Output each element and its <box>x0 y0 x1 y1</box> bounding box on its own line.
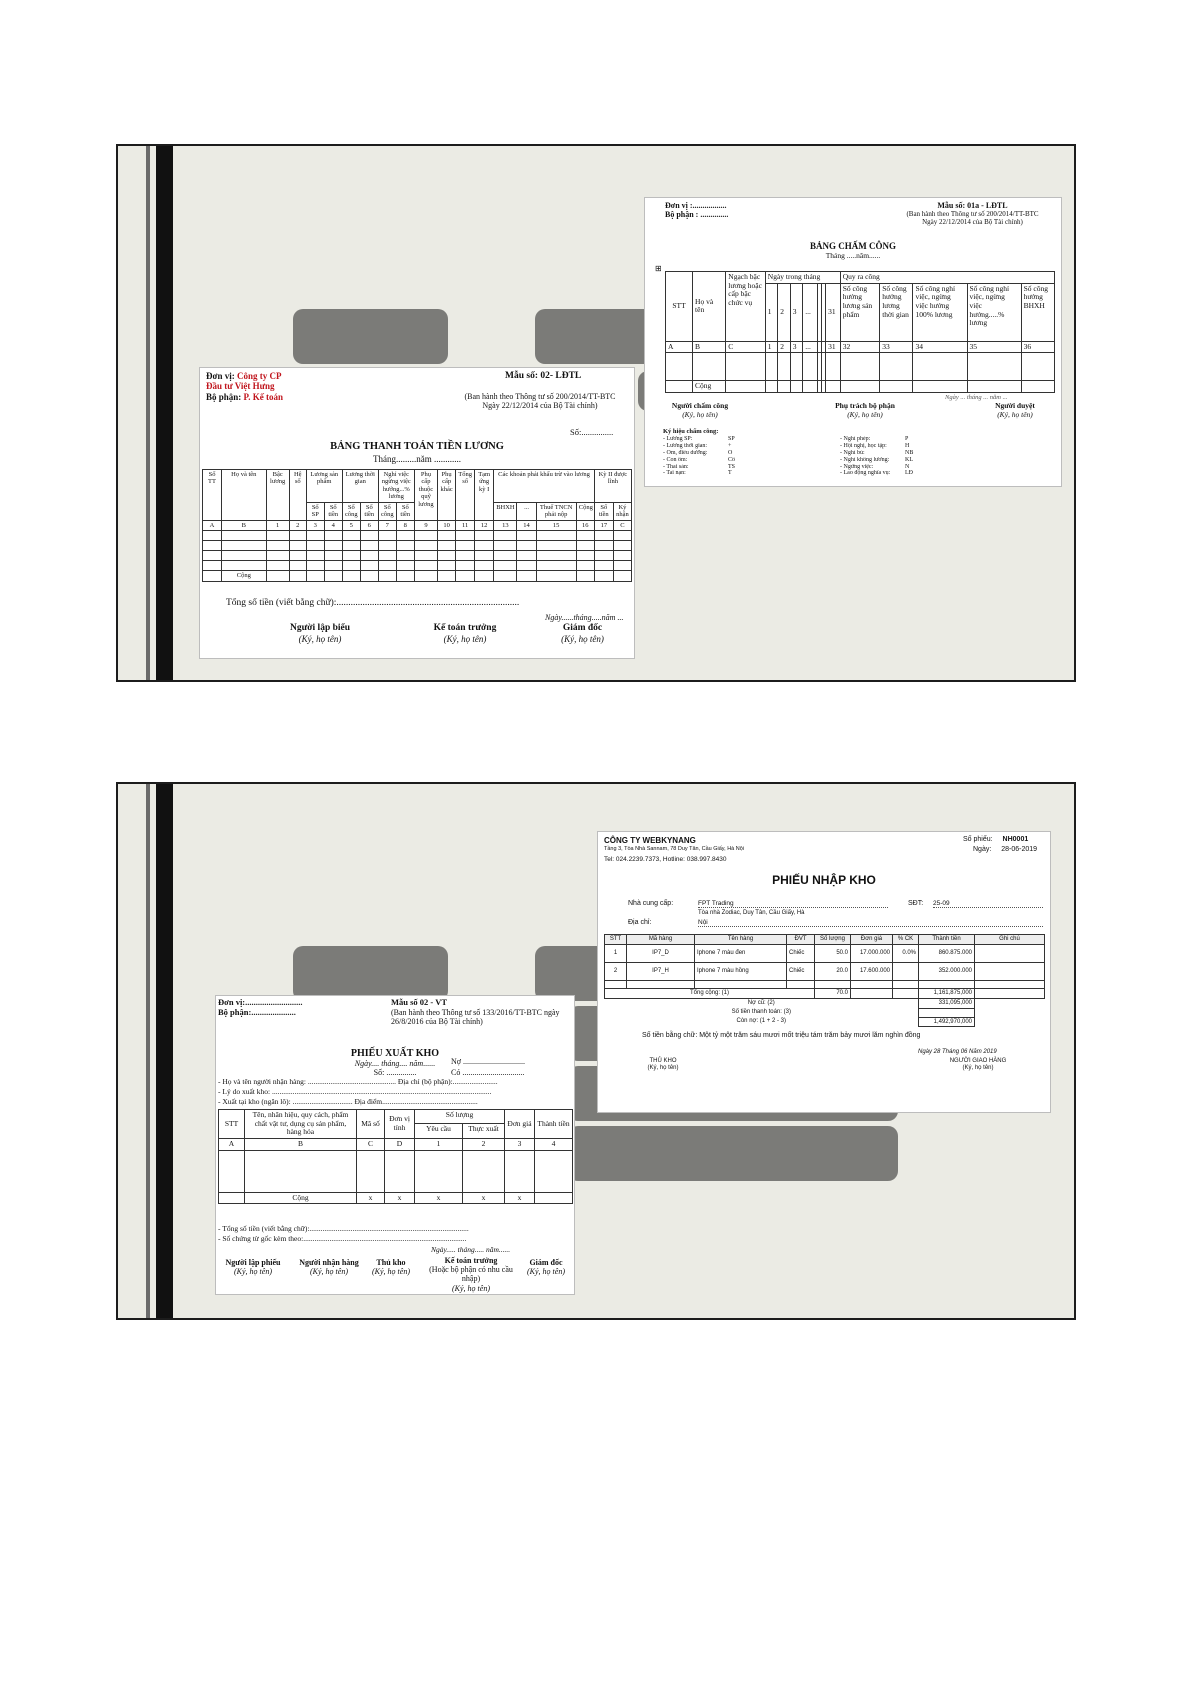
sub-so-tien-2: Số tiền <box>360 502 378 520</box>
code-cell: A <box>203 520 222 530</box>
code-cell: 4 <box>535 1138 573 1150</box>
total-x: x <box>505 1192 535 1204</box>
issued-date: Ngày 22/12/2014 của Bộ Tài chính) <box>482 401 598 411</box>
col-ck: % CK <box>893 935 919 945</box>
col-so-luong: Số lượng <box>815 935 851 945</box>
cell-dvt: Chiếc <box>787 962 815 980</box>
cell-so-luong: 50.0 <box>815 944 851 962</box>
sig-thu-kho <box>628 1058 698 1072</box>
code-cell: C <box>613 520 631 530</box>
sig-note: (Ký, họ tên) <box>443 633 487 644</box>
col-don-gia: Đơn giá <box>505 1110 535 1139</box>
code-cell: 1 <box>765 341 777 353</box>
cell-stt: 1 <box>605 944 627 962</box>
empty-row <box>605 980 1045 988</box>
legend-code: Ô <box>728 449 733 456</box>
cell-don-gia: 17.000.000 <box>851 944 893 962</box>
day-31: 31 <box>826 283 841 341</box>
issued-by: (Ban hành theo Thông tư số 133/2016/TT-BTC ngày 26/8/2016 của Bộ Tài chính) <box>391 1007 560 1026</box>
form-bang-thanh-toan-tien-luong <box>200 368 634 658</box>
supplier-value: FPT Trading <box>698 900 888 908</box>
legend-label: - Lao động nghĩa vụ: <box>840 470 891 477</box>
legend-code: TS <box>728 463 736 470</box>
col-tg: Số công hưởng lương thời gian <box>880 283 913 341</box>
code-cell: 2 <box>463 1138 505 1150</box>
sub-yeu-cau: Yêu cầu <box>415 1124 463 1138</box>
cell-ck <box>893 962 919 980</box>
sub-thuc-xuat: Thực xuất <box>463 1124 505 1138</box>
col-tong-so: Tổng số <box>456 470 475 521</box>
code-cell: 7 <box>378 520 396 530</box>
accent-bar-thick <box>156 784 173 1318</box>
sig-note: (Ký, họ tên) <box>682 409 718 419</box>
code-cell: 1 <box>266 520 289 530</box>
legend-label: - Con ốm: <box>663 456 688 463</box>
placeholder-box-1 <box>293 946 448 1001</box>
sig-role: NGƯỜI GIAO HÀNG <box>949 1058 1007 1064</box>
amount-in-words: Số tiền bằng chữ: Một tỷ một trăm sáu mươi mốt triệu tám trăm bảy mươi lăm nghìn đồng <box>642 1032 921 1039</box>
cell-ten-hang: Iphone 7 màu hồng <box>695 962 787 980</box>
cell-stt: 2 <box>605 962 627 980</box>
remain-value: 1,492,970,000 <box>919 1017 975 1027</box>
code-cell: 35 <box>967 341 1021 353</box>
so-phieu-label: Số phiếu: <box>963 836 993 843</box>
sig-3 <box>366 1258 416 1276</box>
docs-line: - Số chứng từ gốc kèm theo:....................................................................................... <box>218 1234 467 1243</box>
accent-bar-thick <box>156 146 173 680</box>
code-cell: 14 <box>517 520 536 530</box>
total-x: x <box>463 1192 505 1204</box>
empty-row <box>203 551 632 561</box>
day-1: 1 <box>765 283 777 341</box>
company-phone: Tel: 024.2239.7373, Hotline: 038.997.8430 <box>604 856 727 863</box>
col-ten-hang: Tên, nhãn hiệu, quy cách, phẩm chất vật tư, dụng cụ sản phẩm, hàng hóa <box>245 1110 357 1139</box>
sign-date: Ngày ... tháng ... năm ... <box>945 394 1008 401</box>
credit-field: Có ............................... <box>451 1068 525 1077</box>
sig-note: (Ký, họ tên) <box>962 1064 994 1071</box>
code-cell: 2 <box>289 520 306 530</box>
cell-dvt: Chiếc <box>787 944 815 962</box>
dept-label: Bộ phận: <box>206 391 242 402</box>
debt-value: 331,095,000 <box>919 998 975 1008</box>
sig-1 <box>218 1258 288 1276</box>
sig-role: Giám đốc <box>529 1258 563 1267</box>
cell-don-gia: 17.600.000 <box>851 962 893 980</box>
cell-ghi-chu <box>975 962 1045 980</box>
form-title: PHIẾU XUẤT KHO <box>350 1048 440 1059</box>
total-amount: 1,161,875,000 <box>919 988 975 998</box>
cell-ghi-chu <box>975 944 1045 962</box>
sig-note: (Ký, họ tên) <box>372 1267 410 1277</box>
code-cell: 1 <box>415 1138 463 1150</box>
sig-note: (Ký, họ tên) <box>310 1267 348 1277</box>
form-number: Mẫu số 02 - VT <box>391 997 448 1007</box>
day-2: 2 <box>778 283 790 341</box>
empty-row <box>219 1150 573 1192</box>
sig-role: Người chấm công <box>671 401 729 410</box>
code-cell: 12 <box>475 520 494 530</box>
sig-2 <box>815 402 915 419</box>
sig-nguoi-giao <box>933 1058 1023 1072</box>
code-cell: 32 <box>840 341 880 353</box>
placeholder-box-1 <box>293 309 448 364</box>
col-name: Họ và tên <box>222 470 266 521</box>
reason-line: - Lý do xuất kho: ..................................................................................................................... <box>218 1087 492 1096</box>
col-thanh-tien: Thành tiền <box>919 935 975 945</box>
so-phieu <box>963 836 1028 844</box>
code-row <box>666 341 1055 353</box>
unit-block <box>218 998 303 1018</box>
form-title: PHIẾU NHẬP KHO <box>772 873 876 887</box>
form-number: Mẫu số: 01a - LĐTL <box>937 201 1008 210</box>
col-stt: STT <box>219 1110 245 1139</box>
paid-row <box>605 1008 1045 1017</box>
form-date: Ngày.... tháng.... năm...... <box>354 1059 436 1068</box>
code-cell: C <box>357 1138 385 1150</box>
cell-ck: 0.0% <box>893 944 919 962</box>
sig-role: Phụ trách bộ phận <box>835 401 895 410</box>
so-phieu-value: NH0001 <box>1002 836 1029 843</box>
empty-row <box>666 353 1055 381</box>
sig-role: THỦ KHO <box>649 1058 677 1064</box>
sub-so-tien-4: Số tiền <box>594 502 613 520</box>
col-ky-2: Kỳ II được lĩnh <box>594 470 631 503</box>
legend-label: - Lương SP: <box>663 436 693 442</box>
sub-so-sp: Số SP <box>306 502 324 520</box>
total-label: Cộng <box>693 381 726 393</box>
col-dvt: ĐVT <box>787 935 815 945</box>
col-so-luong: Số lượng <box>415 1110 505 1124</box>
code-cell: 10 <box>438 520 456 530</box>
legend-code: N <box>905 463 910 470</box>
total-words: Tổng số tiền (viết bằng chữ):............................................................................. <box>226 598 520 608</box>
form-phieu-nhap-kho <box>598 832 1050 1112</box>
cell-so-luong: 20.0 <box>815 962 851 980</box>
col-ngach: Ngạch bậc lương hoặc cấp bậc chức vụ <box>726 272 766 342</box>
form-title: BẢNG CHẤM CÔNG <box>810 241 896 251</box>
legend-left <box>663 436 793 477</box>
legend-code: + <box>728 442 732 449</box>
code-cell: 9 <box>414 520 437 530</box>
sig-2 <box>415 623 515 644</box>
col-nghi-viec: Nghỉ việc ngừng việc hưởng...% lương <box>378 470 414 503</box>
sig-note: (Ký, họ tên) <box>527 1267 565 1277</box>
code-cell: 33 <box>880 341 913 353</box>
code-cell: 6 <box>360 520 378 530</box>
company-name: CÔNG TY WEBKYNANG <box>604 836 696 845</box>
sig-note: (Ký, họ tên) <box>561 633 604 644</box>
sig-3 <box>535 623 630 644</box>
addr-value: Nội <box>698 919 1043 927</box>
code-cell: 13 <box>494 520 517 530</box>
unit-value: Công ty CP <box>237 371 282 381</box>
code-cell: 17 <box>594 520 613 530</box>
code-cell: 15 <box>536 520 576 530</box>
sub-so-tien-1: Số tiền <box>324 502 342 520</box>
code-cell: 2 <box>778 341 790 353</box>
code-cell: 3 <box>790 341 802 353</box>
legend-label: - Tai nạn: <box>663 470 686 477</box>
col-ma-so: Mã số <box>357 1110 385 1139</box>
form-month: Tháng .....năm...... <box>825 251 881 260</box>
sig-role: Người duyệt <box>995 401 1035 410</box>
col-ghi-chu: Ghi chú <box>975 935 1045 945</box>
col-100: Số công nghỉ việc, ngừng việc hưởng 100% lương <box>913 283 967 341</box>
col-phu-cap-khac: Phụ cấp khác <box>438 470 456 521</box>
sub-ky-nhan: Ký nhận <box>613 502 631 520</box>
col-ma-hang: Mã hàng <box>627 935 695 945</box>
legend-code: KL <box>905 456 913 463</box>
placeholder-box-5 <box>568 1126 898 1181</box>
empty-row <box>203 561 632 571</box>
unit-field: Đơn vị:........................... <box>218 997 303 1007</box>
ngay <box>973 846 1037 854</box>
total-x: x <box>385 1192 415 1204</box>
col-ten-hang: Tên hàng <box>695 935 787 945</box>
total-label: Tổng cộng: (1) <box>605 988 815 998</box>
company-address: Tầng 3, Tòa Nhà Sannam, 78 Duy Tân, Cầu Giấy, Hà Nội <box>604 846 745 852</box>
sig-1 <box>655 402 745 419</box>
sig-note: (Ký, họ tên) <box>997 409 1033 419</box>
dept-field: Bộ phận:..................... <box>218 1006 296 1017</box>
unit-field: Đơn vị :................. <box>665 201 727 210</box>
code-cell: 31 <box>826 341 841 353</box>
col-name: Họ và tên <box>693 272 726 342</box>
sig-note: (Ký, họ tên) <box>647 1064 679 1071</box>
col-stt: STT <box>605 935 627 945</box>
code-cell: 16 <box>576 520 594 530</box>
legend-code: NB <box>905 449 914 456</box>
legend-label: - Lương thời gian: <box>663 442 708 449</box>
total-row <box>203 571 632 582</box>
legend-label: - Nghỉ không lương: <box>840 456 890 463</box>
slide-2 <box>116 782 1076 1320</box>
col-stt: STT <box>666 272 693 342</box>
total-x: x <box>415 1192 463 1204</box>
col-luong-tg: Lương thời gian <box>342 470 378 503</box>
code-cell: B <box>245 1138 357 1150</box>
legend-code: LĐ <box>905 470 913 477</box>
sig-role: Kế toán trưởng <box>433 623 497 633</box>
sig-note: (Ký, họ tên) <box>298 633 342 644</box>
code-cell: 34 <box>913 341 967 353</box>
sig-note: (Ký, họ tên) <box>847 409 883 419</box>
sig-4 <box>421 1245 521 1293</box>
unit-block <box>206 371 283 402</box>
paid-value <box>919 1008 975 1017</box>
cell-ma-hang: IP7_H <box>627 962 695 980</box>
day-3: 3 <box>790 283 802 341</box>
receiver-line: - Họ và tên người nhận hàng: ............................................... Địa chỉ (bộ phận):........................ <box>218 1077 498 1086</box>
sig-role: Người lập biểu <box>289 623 351 633</box>
group-days: Ngày trong tháng <box>765 272 840 284</box>
code-cell: 3 <box>505 1138 535 1150</box>
col-don-gia: Đơn giá <box>851 935 893 945</box>
sub-thue-tncn: Thuế TNCN phải nộp <box>536 502 576 520</box>
legend-code: Cô <box>728 456 736 463</box>
col-luong-sp: Lương sản phẩm <box>306 470 342 503</box>
issue-table <box>218 1109 573 1204</box>
issued-date: Ngày 22/12/2014 của Bộ Tài chính) <box>922 218 1023 227</box>
sdt-value: 25-09 <box>933 900 1043 908</box>
legend-label: - Nghỉ bù: <box>840 449 865 456</box>
sig-role: Thủ kho <box>376 1258 406 1267</box>
legend-right <box>840 436 970 477</box>
form-month: Tháng.........năm ............ <box>373 454 461 464</box>
cell-ten-hang: Iphone 7 màu đen <box>695 944 787 962</box>
sub-so-tien-3: Số tiền <box>396 502 414 520</box>
form-bang-cham-cong <box>645 198 1061 486</box>
ngay-value: 28-06-2019 <box>1001 846 1038 853</box>
code-cell: D <box>385 1138 415 1150</box>
issued-block <box>450 392 630 410</box>
total-row <box>605 988 1045 998</box>
sign-date: Ngày..... tháng..... năm...... <box>431 1245 511 1254</box>
total-row <box>219 1192 573 1204</box>
dept-value: P. Kế toán <box>243 391 283 402</box>
salary-table <box>202 469 632 582</box>
total-words: - Tổng số tiền (viết bằng chữ):..................................................................................... <box>218 1224 469 1233</box>
form-number: Mẫu số: 02- LĐTL <box>505 371 582 381</box>
legend-label: - Ốm, điều dưỡng: <box>663 449 708 456</box>
code-cell: A <box>666 341 693 353</box>
unit-value-2: Đầu tư Việt Hưng <box>206 381 275 392</box>
code-cell: 3 <box>306 520 324 530</box>
debit-field: Nợ ............................... <box>451 1057 526 1066</box>
sig-3 <box>975 402 1055 419</box>
addr-label: Địa chỉ: <box>628 919 652 926</box>
sig-role: Người lập phiếu <box>225 1258 281 1267</box>
legend-code: H <box>905 442 910 449</box>
unit-block <box>665 201 728 219</box>
group-convert: Quy ra công <box>840 272 1054 284</box>
day-ellipsis: ... <box>803 283 818 341</box>
issued-block <box>391 998 571 1026</box>
sig-1 <box>270 623 370 644</box>
sub-so-cong-1: Số công <box>342 502 360 520</box>
code-cell: 5 <box>342 520 360 530</box>
legend-code: T <box>728 470 732 477</box>
col-khau-tru: Các khoản phải khấu trừ vào lương <box>494 470 595 503</box>
so-field: Số:............... <box>570 427 614 437</box>
table-row <box>605 944 1045 962</box>
unit-label: Đơn vị: <box>206 371 235 381</box>
code-cell: ... <box>803 341 818 353</box>
cell-ma-hang: IP7_D <box>627 944 695 962</box>
sig-note: (Hoặc bộ phận có nhu cầu nhập) <box>429 1265 513 1284</box>
receipt-table <box>604 934 1045 1027</box>
debt-row <box>605 998 1045 1008</box>
issued-by: (Ban hành theo Thông tư số 200/2014/TT-BTC <box>464 392 616 401</box>
col-dvt: Đơn vị tính <box>385 1110 415 1139</box>
cell-thanh-tien: 352.000.000 <box>919 962 975 980</box>
sub-so-cong-2: Số công <box>378 502 396 520</box>
code-cell: 8 <box>396 520 414 530</box>
code-cell: 11 <box>456 520 475 530</box>
sig-role: Kế toán trưởng <box>444 1256 498 1265</box>
code-cell: C <box>726 341 766 353</box>
col-tam-ung: Tạm ứng kỳ I <box>475 470 494 521</box>
timesheet-table <box>665 271 1055 393</box>
col-heso: Hệ số <box>289 470 306 521</box>
col-pct: Số công nghỉ việc, ngừng việc hưởng.....% lương <box>967 283 1021 341</box>
remain-row <box>605 1017 1045 1027</box>
sub-bhxh: BHXH <box>494 502 517 520</box>
supplier-address: Tòa nhà Zodiac, Duy Tân, Cầu Giấy, Hà <box>698 910 805 916</box>
sig-note-2: (Ký, họ tên) <box>452 1283 490 1293</box>
code-cell: A <box>219 1138 245 1150</box>
warehouse-line: - Xuất tại kho (ngăn lô): ................................ Địa điểm................................................... <box>218 1097 478 1106</box>
total-x: x <box>357 1192 385 1204</box>
legend-label: - Thai sản: <box>663 463 689 470</box>
accent-bar-thin <box>146 784 150 1318</box>
paid-label: Số tiền thanh toán: (3) <box>731 1009 791 1016</box>
debt-label: Nợ cũ: (2) <box>747 999 775 1006</box>
remain-label: Còn nợ: (1 + 2 - 3) <box>736 1018 786 1025</box>
legend-code: SP <box>728 436 735 442</box>
cell-thanh-tien: 860.875.000 <box>919 944 975 962</box>
col-phu-cap-quy: Phụ cấp thuộc quỹ lương <box>414 470 437 521</box>
empty-row <box>203 531 632 541</box>
form-title: BẢNG THANH TOÁN TIỀN LƯƠNG <box>330 441 504 452</box>
ngay-label: Ngày: <box>973 846 992 853</box>
total-label: Cộng <box>222 571 266 582</box>
slide-1 <box>116 144 1076 682</box>
col-thanh-tien: Thành tiền <box>535 1110 573 1139</box>
sdt-label: SĐT: <box>908 900 924 907</box>
total-label: Cộng <box>245 1192 357 1204</box>
legend-title: Ký hiệu chấm công: <box>663 428 719 435</box>
legend-label: - Hội nghị, học tập: <box>840 442 887 449</box>
legend-code: P <box>905 436 909 442</box>
col-bhxh: Số công hưởng BHXH <box>1021 283 1054 341</box>
code-cell: 4 <box>324 520 342 530</box>
total-qty: 70.0 <box>815 988 851 998</box>
accent-bar-thin <box>146 146 150 680</box>
sig-5 <box>521 1258 571 1276</box>
table-row <box>605 962 1045 980</box>
form-no-line: Số: ............... <box>373 1068 417 1077</box>
code-cell: 36 <box>1021 341 1054 353</box>
sig-role: Người nhận hàng <box>299 1258 359 1267</box>
dept-field: Bộ phận : .............. <box>665 210 729 220</box>
issued-block <box>890 201 1055 226</box>
empty-row <box>203 541 632 551</box>
sign-date: Ngày......tháng.....năm ... <box>545 613 624 622</box>
sign-date: Ngày 28 Tháng 06 Năm 2019 <box>918 1049 997 1055</box>
legend-label: - Ngừng việc: <box>840 463 874 470</box>
sig-2 <box>294 1258 364 1276</box>
code-row <box>203 520 632 530</box>
sub-cong: Cộng <box>576 502 594 520</box>
expand-icon[interactable]: ⊞ <box>655 264 662 273</box>
sig-role: Giám đốc <box>562 623 603 633</box>
sub-ellipsis: ... <box>517 502 536 520</box>
col-bac: Bậc lương <box>266 470 289 521</box>
col-stt: Số TT <box>203 470 222 521</box>
col-sp: Số công hưởng lương sản phẩm <box>840 283 880 341</box>
code-cell: B <box>693 341 726 353</box>
form-phieu-xuat-kho <box>216 996 574 1294</box>
supplier-label: Nhà cung cấp: <box>628 900 674 907</box>
total-row <box>666 381 1055 393</box>
legend-label: - Nghỉ phép: <box>840 436 871 442</box>
sig-note: (Ký, họ tên) <box>234 1267 272 1277</box>
code-cell: B <box>222 520 266 530</box>
code-row <box>219 1138 573 1150</box>
issued-by: (Ban hành theo Thông tư số 200/2014/TT-BTC <box>906 210 1039 219</box>
